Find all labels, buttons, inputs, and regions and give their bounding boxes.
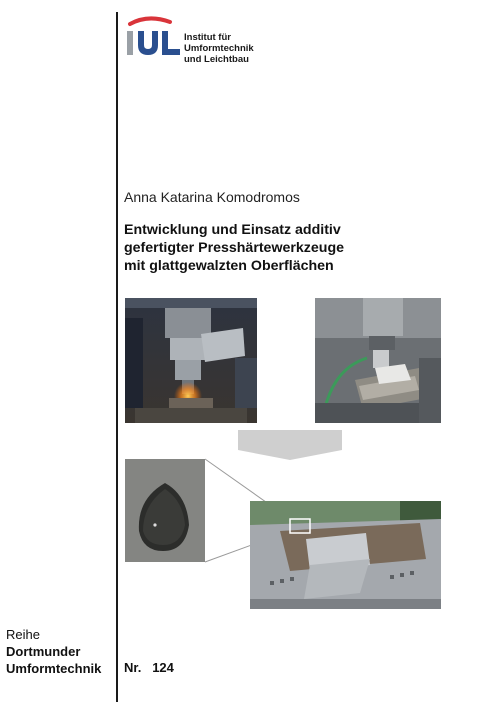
title-line-3: mit glattgewalzten Oberflächen — [124, 258, 334, 274]
series-number — [124, 660, 174, 675]
series-name-line-1: Dortmunder — [6, 644, 81, 659]
author-name: Anna Katarina Komodromos — [124, 189, 300, 205]
press-hardening-tool-photo — [250, 501, 441, 609]
series-label: Reihe — [6, 627, 40, 642]
series-number-label: Nr. — [124, 660, 142, 675]
series-name-line-2: Umformtechnik — [6, 661, 102, 676]
title-line-1: Entwicklung und Einsatz additiv — [124, 222, 341, 238]
title-line-2: gefertigter Presshärtewerkzeuge — [124, 240, 344, 256]
micrograph-photo — [125, 459, 205, 562]
series-number-value: 124 — [152, 660, 174, 675]
series-block — [6, 626, 101, 677]
logo-line-1: Institut für — [184, 32, 231, 43]
logo-line-2: Umformtechnik — [184, 43, 254, 54]
logo-line-3: und Leichtbau — [184, 54, 249, 65]
